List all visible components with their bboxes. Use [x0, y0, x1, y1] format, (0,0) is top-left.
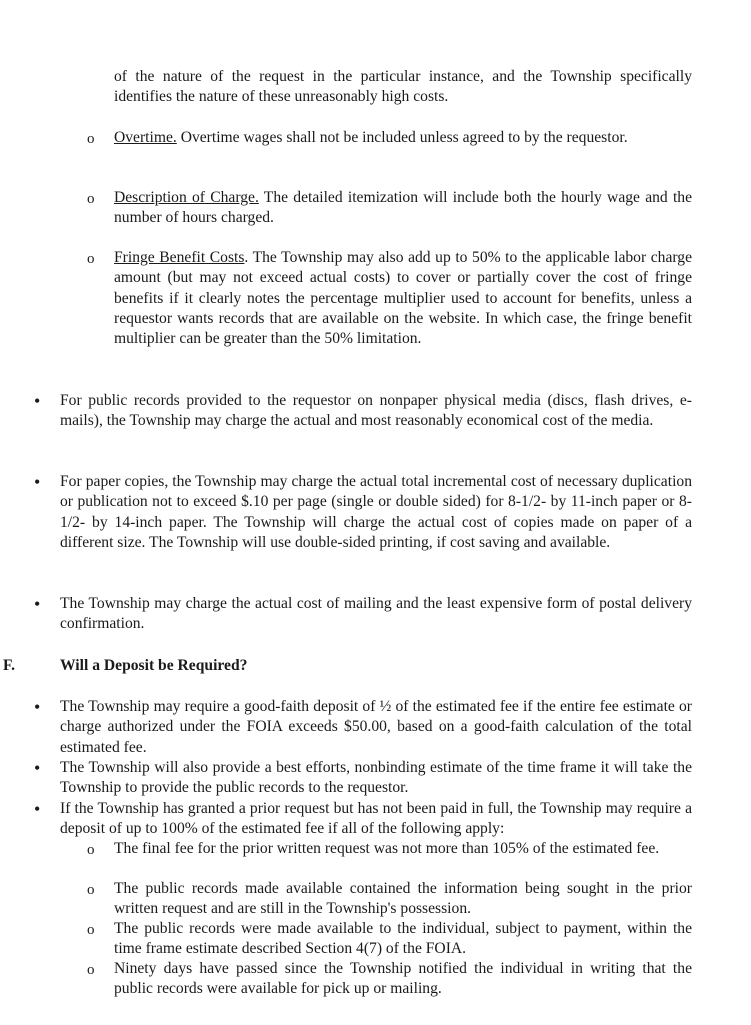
cost-bullet-mailing: The Township may charge the actual cost of mailing and the least expensive form of postal delivery confirmation. [60, 595, 692, 633]
labor-item-description [114, 188, 692, 229]
bullet-marker: • [34, 758, 41, 778]
condition-item: The public records made available contained the information being sought in the prior written request and are still in the Township's possession. [114, 880, 692, 918]
labor-item-text: . The Township may also add up to 50% to the applicable labor charge amount (but may not exceed actual costs) to cover or partially cover the cost of fringe benefits if it clearly notes the percentage multiplier used to account for benefits, unless a requestor wants records that are available on the website. In which case, the fringe benefit multiplier can be greater than the 50% limitation. [114, 249, 692, 348]
labor-item-title: Overtime. [114, 129, 177, 146]
cost-bullet-media: For public records provided to the requestor on nonpaper physical media (discs, flash drives, e-mails), the Township may charge the actual and most reasonably economical cost of the media. [60, 392, 692, 430]
deposit-bullet-estimate: The Township will also provide a best efforts, nonbinding estimate of the time frame it will take the Township to provide the public records to the requestor. [60, 759, 692, 797]
condition-item: The public records were made available to the individual, subject to payment, within the time frame estimate described Section 4(7) of the FOIA. [114, 920, 692, 958]
condition-item: Ninety days have passed since the Township notified the individual in writing that the public records were available for pick up or mailing. [114, 960, 692, 998]
labor-item-text: Overtime wages shall not be included unless agreed to by the requestor. [176, 129, 628, 146]
bullet-marker: • [34, 472, 41, 492]
labor-item-fringe [114, 248, 692, 349]
bullet-marker: • [34, 697, 41, 717]
sub-bullet-marker: o [87, 882, 95, 898]
condition-item: The final fee for the prior written request was not more than 105% of the estimated fee. [114, 840, 660, 857]
intro-continuation: of the nature of the request in the particular instance, and the Township specifically identifies the nature of these unreasonably high costs. [114, 68, 692, 106]
bullet-marker: • [34, 594, 41, 614]
deposit-bullet-prior-request: If the Township has granted a prior request but has not been paid in full, the Township may require a deposit of up to 100% of the estimated fee if all of the following apply: [60, 800, 692, 838]
bullet-marker: • [34, 799, 41, 819]
sub-bullet-marker: o [87, 842, 95, 858]
deposit-bullet-good-faith: The Township may require a good-faith deposit of ½ of the estimated fee if the entire fee estimate or charge authorized under the FOIA exceeds $50.00, based on a good-faith calculation of the total estimated fee. [60, 698, 692, 756]
section-title: Will a Deposit be Required? [60, 657, 248, 674]
sub-bullet-marker: o [87, 191, 95, 207]
cost-bullet-paper: For paper copies, the Township may charge the actual total incremental cost of necessary duplication or publication not to exceed $.10 per page (single or double sided) for 8-1/2- by 11-inch paper or 8-1/2- by 14-inch paper. The Township will charge the actual cost of copies made on paper of a different size. The Township will use double-sided printing, if cost saving and available. [60, 473, 692, 551]
sub-bullet-marker: o [87, 251, 95, 267]
labor-item-title: Description of Charge. [114, 189, 259, 206]
bullet-marker: • [34, 391, 41, 411]
sub-bullet-marker: o [87, 962, 95, 978]
section-letter: F. [3, 657, 15, 674]
labor-item-title: Fringe Benefit Costs [114, 249, 245, 266]
sub-bullet-marker: o [87, 922, 95, 938]
labor-item-overtime [114, 128, 692, 148]
labor-item-text: The detailed itemization will include both the hourly wage and the number of hours charged. [114, 189, 692, 227]
sub-bullet-marker: o [87, 131, 95, 147]
